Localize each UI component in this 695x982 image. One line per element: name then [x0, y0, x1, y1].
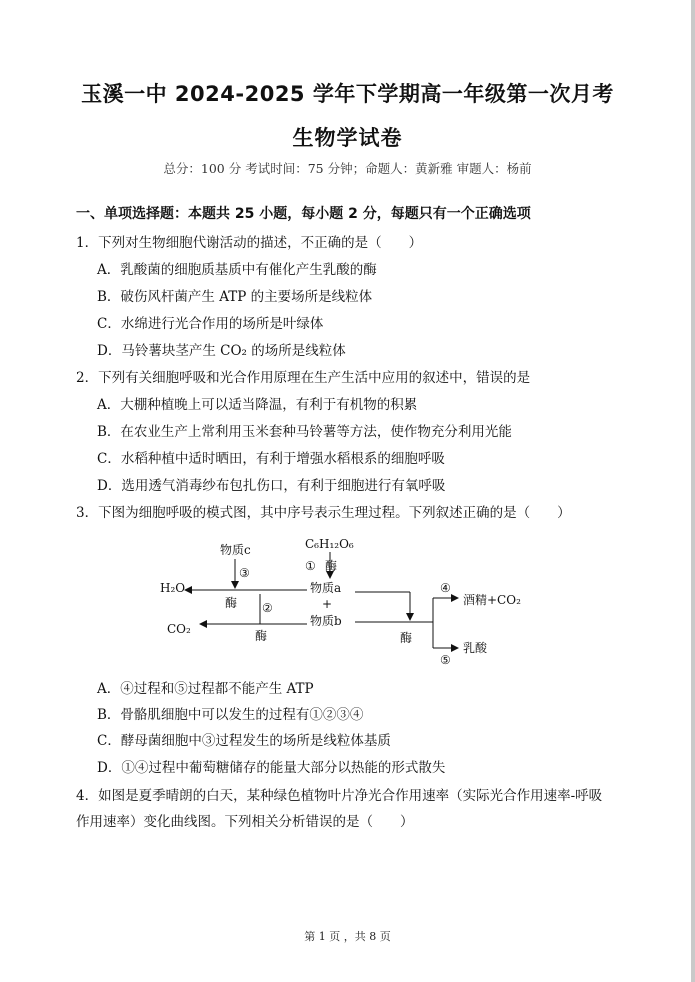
plus-sign: +	[322, 597, 333, 611]
question-4-stem-line-2: 作用速率）变化曲线图。下列相关分析错误的是（ ）	[76, 814, 414, 830]
step-2-number: ②	[262, 601, 273, 615]
exam-info: 总分：100 分 考试时间：75 分钟；命题人：黄新雅 审题人：杨前	[163, 161, 532, 176]
question-2-option-b: B．在农业生产上常利用玉米套种马铃薯等方法，使作物充分利用光能	[97, 424, 512, 440]
substance-a-label: 物质a	[310, 581, 342, 595]
question-3-option-b: B．骨骼肌细胞中可以发生的过程有①②③④	[97, 707, 364, 723]
respiration-diagram	[155, 530, 545, 670]
question-1-option-a: A．乳酸菌的细胞质基质中有催化产生乳酸的酶	[97, 262, 377, 278]
question-2-option-a: A．大棚种植晚上可以适当降温，有利于有机物的积累	[97, 397, 418, 413]
enzyme-label-4: 酶	[400, 631, 413, 645]
co2-label: CO₂	[167, 622, 191, 636]
question-3-stem: 3．下图为细胞呼吸的模式图，其中序号表示生理过程。下列叙述正确的是（ ）	[76, 505, 571, 521]
question-3-option-c: C．酵母菌细胞中③过程发生的场所是线粒体基质	[97, 733, 391, 749]
question-2-option-c: C．水稻种植中适时晒田，有利于增强水稻根系的细胞呼吸	[97, 451, 445, 467]
step-5-number: ⑤	[440, 653, 451, 667]
lactic-acid-label: 乳酸	[463, 641, 488, 655]
question-2-option-d: D．选用透气消毒纱布包扎伤口，有利于细胞进行有氧呼吸	[97, 478, 446, 494]
step-3-number: ③	[239, 566, 250, 580]
glucose-label: C₆H₁₂O₆	[305, 537, 354, 551]
step-4-number: ④	[440, 581, 451, 595]
substance-b-label: 物质b	[310, 614, 342, 628]
enzyme-label-3: 酶	[255, 629, 268, 643]
section-heading: 一、单项选择题：本题共 25 小题，每小题 2 分，每题只有一个正确选项	[76, 206, 531, 222]
question-2-stem: 2．下列有关细胞呼吸和光合作用原理在生产生活中应用的叙述中，错误的是	[76, 370, 531, 386]
question-1-option-d: D．马铃薯块茎产生 CO₂ 的场所是线粒体	[97, 343, 346, 359]
enzyme-label-2: 酶	[225, 596, 238, 610]
exam-subtitle: 生物学试卷	[292, 126, 403, 150]
question-1-option-b: B．破伤风杆菌产生 ATP 的主要场所是线粒体	[97, 289, 373, 305]
question-3-option-a: A．④过程和⑤过程都不能产生 ATP	[97, 681, 314, 697]
question-4-stem-line-1: 4．如图是夏季晴朗的白天，某种绿色植物叶片净光合作用速率（实际光合作用速率-呼吸	[76, 788, 603, 804]
step-1-number: ①	[305, 559, 316, 573]
enzyme-label-1: 酶	[325, 559, 338, 573]
question-3-option-d: D．①④过程中葡萄糖储存的能量大部分以热能的形式散失	[97, 760, 446, 776]
alcohol-co2-label: 酒精+CO₂	[463, 593, 521, 607]
question-1-option-c: C．水绵进行光合作用的场所是叶绿体	[97, 316, 324, 332]
substance-c-label: 物质c	[220, 543, 251, 557]
page-footer: 第 1 页 ，共 8 页	[304, 930, 391, 943]
exam-title: 玉溪一中 2024-2025 学年下学期高一年级第一次月考	[81, 82, 614, 106]
water-label: H₂O	[160, 581, 186, 595]
question-1-stem: 1．下列对生物细胞代谢活动的描述，不正确的是（ ）	[76, 235, 423, 251]
